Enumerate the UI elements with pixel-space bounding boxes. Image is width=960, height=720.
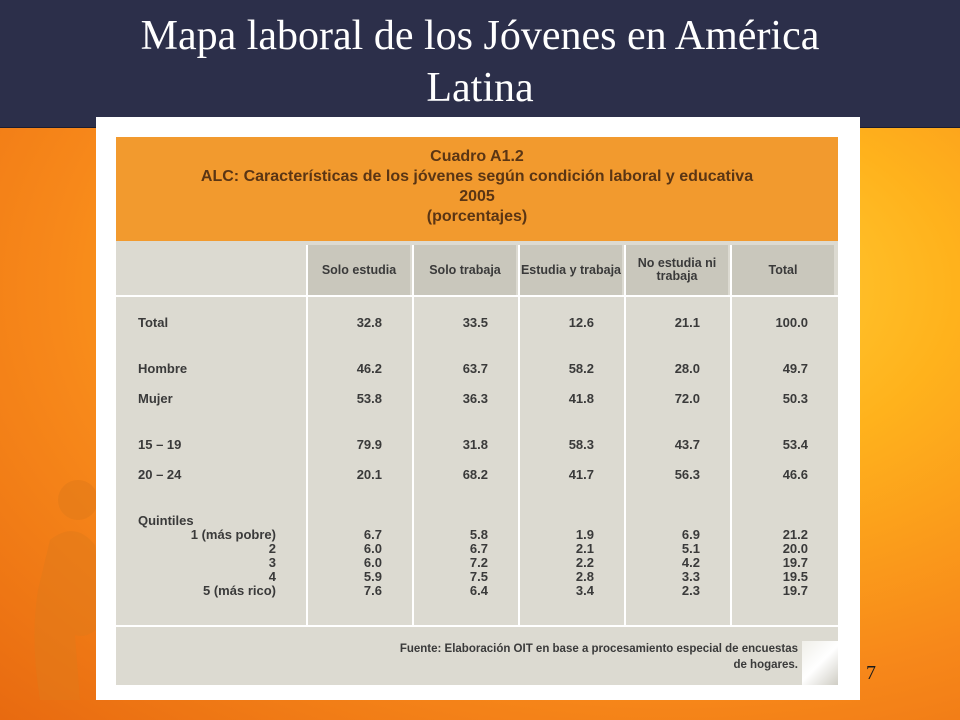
- table-cell: 50.3: [782, 391, 808, 406]
- table-cell: 2.3: [681, 583, 700, 598]
- table-cell: 4.2: [681, 555, 700, 570]
- table-cell: 2.1: [575, 541, 594, 556]
- table-cell: 6.0: [363, 555, 382, 570]
- caption-year: 2005: [459, 188, 495, 205]
- table-cell: 58.2: [568, 361, 594, 376]
- column-header: Estudia y trabaja: [520, 245, 622, 295]
- table-source-note: [306, 641, 798, 673]
- table-cell: 33.5: [462, 315, 488, 330]
- source-label: Fuente: [399, 643, 438, 655]
- table-cell: 6.9: [681, 527, 700, 542]
- table-cell: 53.4: [782, 437, 808, 452]
- table-cell: 2.2: [575, 555, 594, 570]
- column-header: Solo estudia: [308, 245, 410, 295]
- table-cell: 41.7: [568, 467, 594, 482]
- table-card: [116, 137, 838, 685]
- row-label: 15 – 19: [138, 437, 182, 452]
- row-label: 20 – 24: [138, 467, 182, 482]
- table-cell: 28.0: [674, 361, 700, 376]
- slide-title-bar: [0, 0, 960, 128]
- quintiles-label: Quintiles: [138, 513, 194, 528]
- table-cell: 12.6: [568, 315, 594, 330]
- table-cell: 41.8: [568, 391, 594, 406]
- table-cell: 21.1: [674, 315, 700, 330]
- table-cell: 20.1: [356, 467, 382, 482]
- table-cell: 3.4: [575, 583, 594, 598]
- column-divider: [306, 245, 308, 625]
- slide-title-line-1: Mapa laboral de los Jóvenes en América: [140, 13, 820, 59]
- footer-separator: [116, 625, 838, 627]
- table-cell: 36.3: [462, 391, 488, 406]
- quintile-label: 4: [268, 569, 276, 584]
- quintile-label: 3: [268, 555, 276, 570]
- column-divider: [412, 245, 414, 625]
- slide-title: [40, 10, 920, 114]
- caption-unit: (porcentajes): [426, 208, 528, 225]
- table-cell: 2.8: [575, 569, 594, 584]
- caption-title: ALC: Características de los jóvenes según condición laboral y educativa: [200, 168, 754, 185]
- source-text-line-2: de hogares.: [733, 659, 798, 671]
- table-figure: [96, 117, 860, 700]
- table-cell: 6.7: [363, 527, 382, 542]
- table-cell: 21.2: [782, 527, 808, 542]
- column-divider: [518, 245, 520, 625]
- slide-title-line-2: Latina: [426, 65, 534, 111]
- quintile-label: 1 (más pobre): [190, 527, 276, 542]
- table-cell: 5.9: [363, 569, 382, 584]
- table-cell: 72.0: [674, 391, 700, 406]
- column-header: Total: [732, 245, 834, 295]
- table-cell: 79.9: [356, 437, 382, 452]
- table-cell: 5.1: [681, 541, 700, 556]
- table-cell: 20.0: [782, 541, 808, 556]
- table-cell: 6.4: [469, 583, 488, 598]
- table-cell: 19.7: [782, 555, 808, 570]
- caption-number: Cuadro A1.2: [430, 148, 524, 165]
- row-label: Hombre: [138, 361, 188, 376]
- table-cell: 49.7: [782, 361, 808, 376]
- row-label: Total: [138, 315, 169, 330]
- table-cell: 19.5: [782, 569, 808, 584]
- table-cell: 1.9: [575, 527, 594, 542]
- source-text-line-1: : Elaboración OIT en base a procesamiento especial de encuestas: [437, 643, 798, 655]
- table-caption: [116, 137, 838, 241]
- table-cell: 7.6: [363, 583, 382, 598]
- table-cell: 7.2: [469, 555, 488, 570]
- table-cell: 6.7: [469, 541, 488, 556]
- table-cell: 46.2: [356, 361, 382, 376]
- column-divider: [730, 245, 732, 625]
- table-cell: 19.7: [782, 583, 808, 598]
- table-cell: 7.5: [469, 569, 488, 584]
- column-divider: [624, 245, 626, 625]
- table-cell: 43.7: [674, 437, 700, 452]
- table-cell: 53.8: [356, 391, 382, 406]
- table-cell: 63.7: [462, 361, 488, 376]
- table-cell: 68.2: [462, 467, 488, 482]
- quintile-label: 5 (más rico): [203, 583, 276, 598]
- column-header: No estudia ni trabaja: [626, 245, 728, 295]
- table-cell: 56.3: [674, 467, 700, 482]
- page-number: 7: [866, 662, 876, 684]
- table-cell: 46.6: [782, 467, 808, 482]
- header-separator: [116, 295, 838, 297]
- table-cell: 58.3: [568, 437, 594, 452]
- table-cell: 3.3: [681, 569, 700, 584]
- quintile-label: 2: [268, 541, 276, 556]
- table-cell: 6.0: [363, 541, 382, 556]
- row-label: Mujer: [138, 391, 173, 406]
- table-cell: 5.8: [469, 527, 488, 542]
- column-header: Solo trabaja: [414, 245, 516, 295]
- table-cell: 31.8: [462, 437, 488, 452]
- table-cell: 100.0: [775, 315, 808, 330]
- table-cell: 32.8: [356, 315, 382, 330]
- page-curl: [802, 641, 838, 685]
